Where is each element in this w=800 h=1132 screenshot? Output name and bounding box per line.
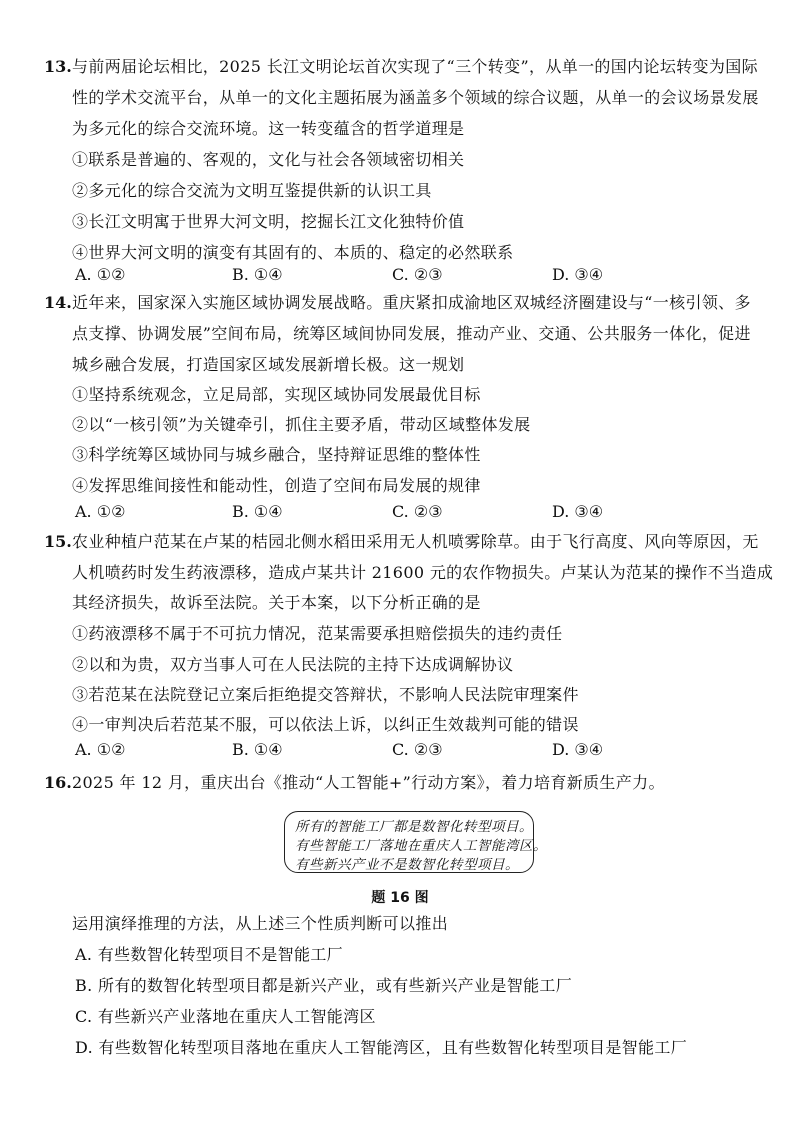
question-number: 14. xyxy=(44,293,72,312)
option-b: B. ①④ xyxy=(232,502,283,521)
option-a: A. ①② xyxy=(75,265,126,284)
figure-caption: 题 16 图 xyxy=(371,890,429,906)
option-d: D. 有些数智化转型项目落地在重庆人工智能湾区，且有些数智化转型项目是智能工厂 xyxy=(75,1038,688,1057)
question-stem-line: 性的学术交流平台，从单一的文化主题拓展为涵盖多个领域的综合议题，从单一的会议场景发展 xyxy=(72,88,759,107)
statement: ④世界大河文明的演变有其固有的、本质的、稳定的必然联系 xyxy=(72,243,514,262)
option-d: D. ③④ xyxy=(552,265,604,284)
option-c: C. ②③ xyxy=(392,502,443,521)
question-stem-line: 城乡融合发展，打造国家区域发展新增长极。这一规划 xyxy=(72,355,465,374)
statement: ②以和为贵，双方当事人可在人民法院的主持下达成调解协议 xyxy=(72,655,514,674)
option-b: B. ①④ xyxy=(232,265,283,284)
question-stem-line: 点支撑、协调发展”空间布局，统筹区域间协同发展，推动产业、交通、公共服务一体化，促进 xyxy=(72,324,751,343)
statement: ④发挥思维间接性和能动性，创造了空间布局发展的规律 xyxy=(72,476,481,495)
statement: ①联系是普遍的、客观的，文化与社会各领域密切相关 xyxy=(72,150,465,169)
statement: ③科学统筹区域协同与城乡融合，坚持辩证思维的整体性 xyxy=(72,445,481,464)
option-c: C. 有些新兴产业落地在重庆人工智能湾区 xyxy=(75,1007,376,1026)
option-c: C. ②③ xyxy=(392,740,443,759)
statement: ①坚持系统观念，立足局部，实现区域协同发展最优目标 xyxy=(72,385,481,404)
premise: 有些新兴产业不是数智化转型项目。 xyxy=(295,857,519,873)
question-stem-line: 与前两届论坛相比，2025 长江文明论坛首次实现了“三个转变”，从单一的国内论坛转变为国际 xyxy=(72,57,758,76)
premise-box xyxy=(284,811,547,873)
premise: 有些智能工厂落地在重庆人工智能湾区。 xyxy=(295,838,547,854)
question-stem-line: 其经济损失，故诉至法院。关于本案，以下分析正确的是 xyxy=(72,593,481,612)
question-stem-line: 为多元化的综合交流环境。这一转变蕴含的哲学道理是 xyxy=(72,119,465,138)
question-number: 13. xyxy=(44,57,72,76)
question-number: 15. xyxy=(44,532,72,551)
option-d: D. ③④ xyxy=(552,740,604,759)
statement: ④一审判决后若范某不服，可以依法上诉，以纠正生效裁判可能的错误 xyxy=(72,715,579,734)
question-number: 16. xyxy=(44,773,72,792)
statement: ③长江文明寓于世界大河文明，挖掘长江文化独特价值 xyxy=(72,212,465,231)
option-a: A. ①② xyxy=(75,740,126,759)
premise: 所有的智能工厂都是数智化转型项目。 xyxy=(295,819,533,835)
statement: ②以“一核引领”为关键牵引，抓住主要矛盾，带动区域整体发展 xyxy=(72,415,531,434)
statement: ①药液漂移不属于不可抗力情况，范某需要承担赔偿损失的违约责任 xyxy=(72,624,563,643)
question-stem-line: 近年来，国家深入实施区域协调发展战略。重庆紧扣成渝地区双城经济圈建设与“一核引领、多 xyxy=(72,293,751,312)
option-b: B. 所有的数智化转型项目都是新兴产业，或有些新兴产业是智能工厂 xyxy=(75,976,573,995)
option-a: A. ①② xyxy=(75,502,126,521)
option-a: A. 有些数智化转型项目不是智能工厂 xyxy=(75,945,344,964)
question-stem-line: 2025 年 12 月，重庆出台《推动“人工智能+”行动方案》，着力培育新质生产力。 xyxy=(72,773,665,792)
statement: ②多元化的综合交流为文明互鉴提供新的认识工具 xyxy=(72,181,432,200)
statement: ③若范某在法院登记立案后拒绝提交答辩状，不影响人民法院审理案件 xyxy=(72,685,579,704)
question-stem-line: 人机喷药时发生药液漂移，造成卢某共计 21600 元的农作物损失。卢某认为范某的操作不当造成 xyxy=(72,563,774,582)
option-b: B. ①④ xyxy=(232,740,283,759)
question-prompt: 运用演绎推理的方法，从上述三个性质判断可以推出 xyxy=(72,914,449,933)
option-d: D. ③④ xyxy=(552,502,604,521)
option-c: C. ②③ xyxy=(392,265,443,284)
question-stem-line: 农业种植户范某在卢某的桔园北侧水稻田采用无人机喷雾除草。由于飞行高度、风向等原因，无 xyxy=(72,532,759,551)
